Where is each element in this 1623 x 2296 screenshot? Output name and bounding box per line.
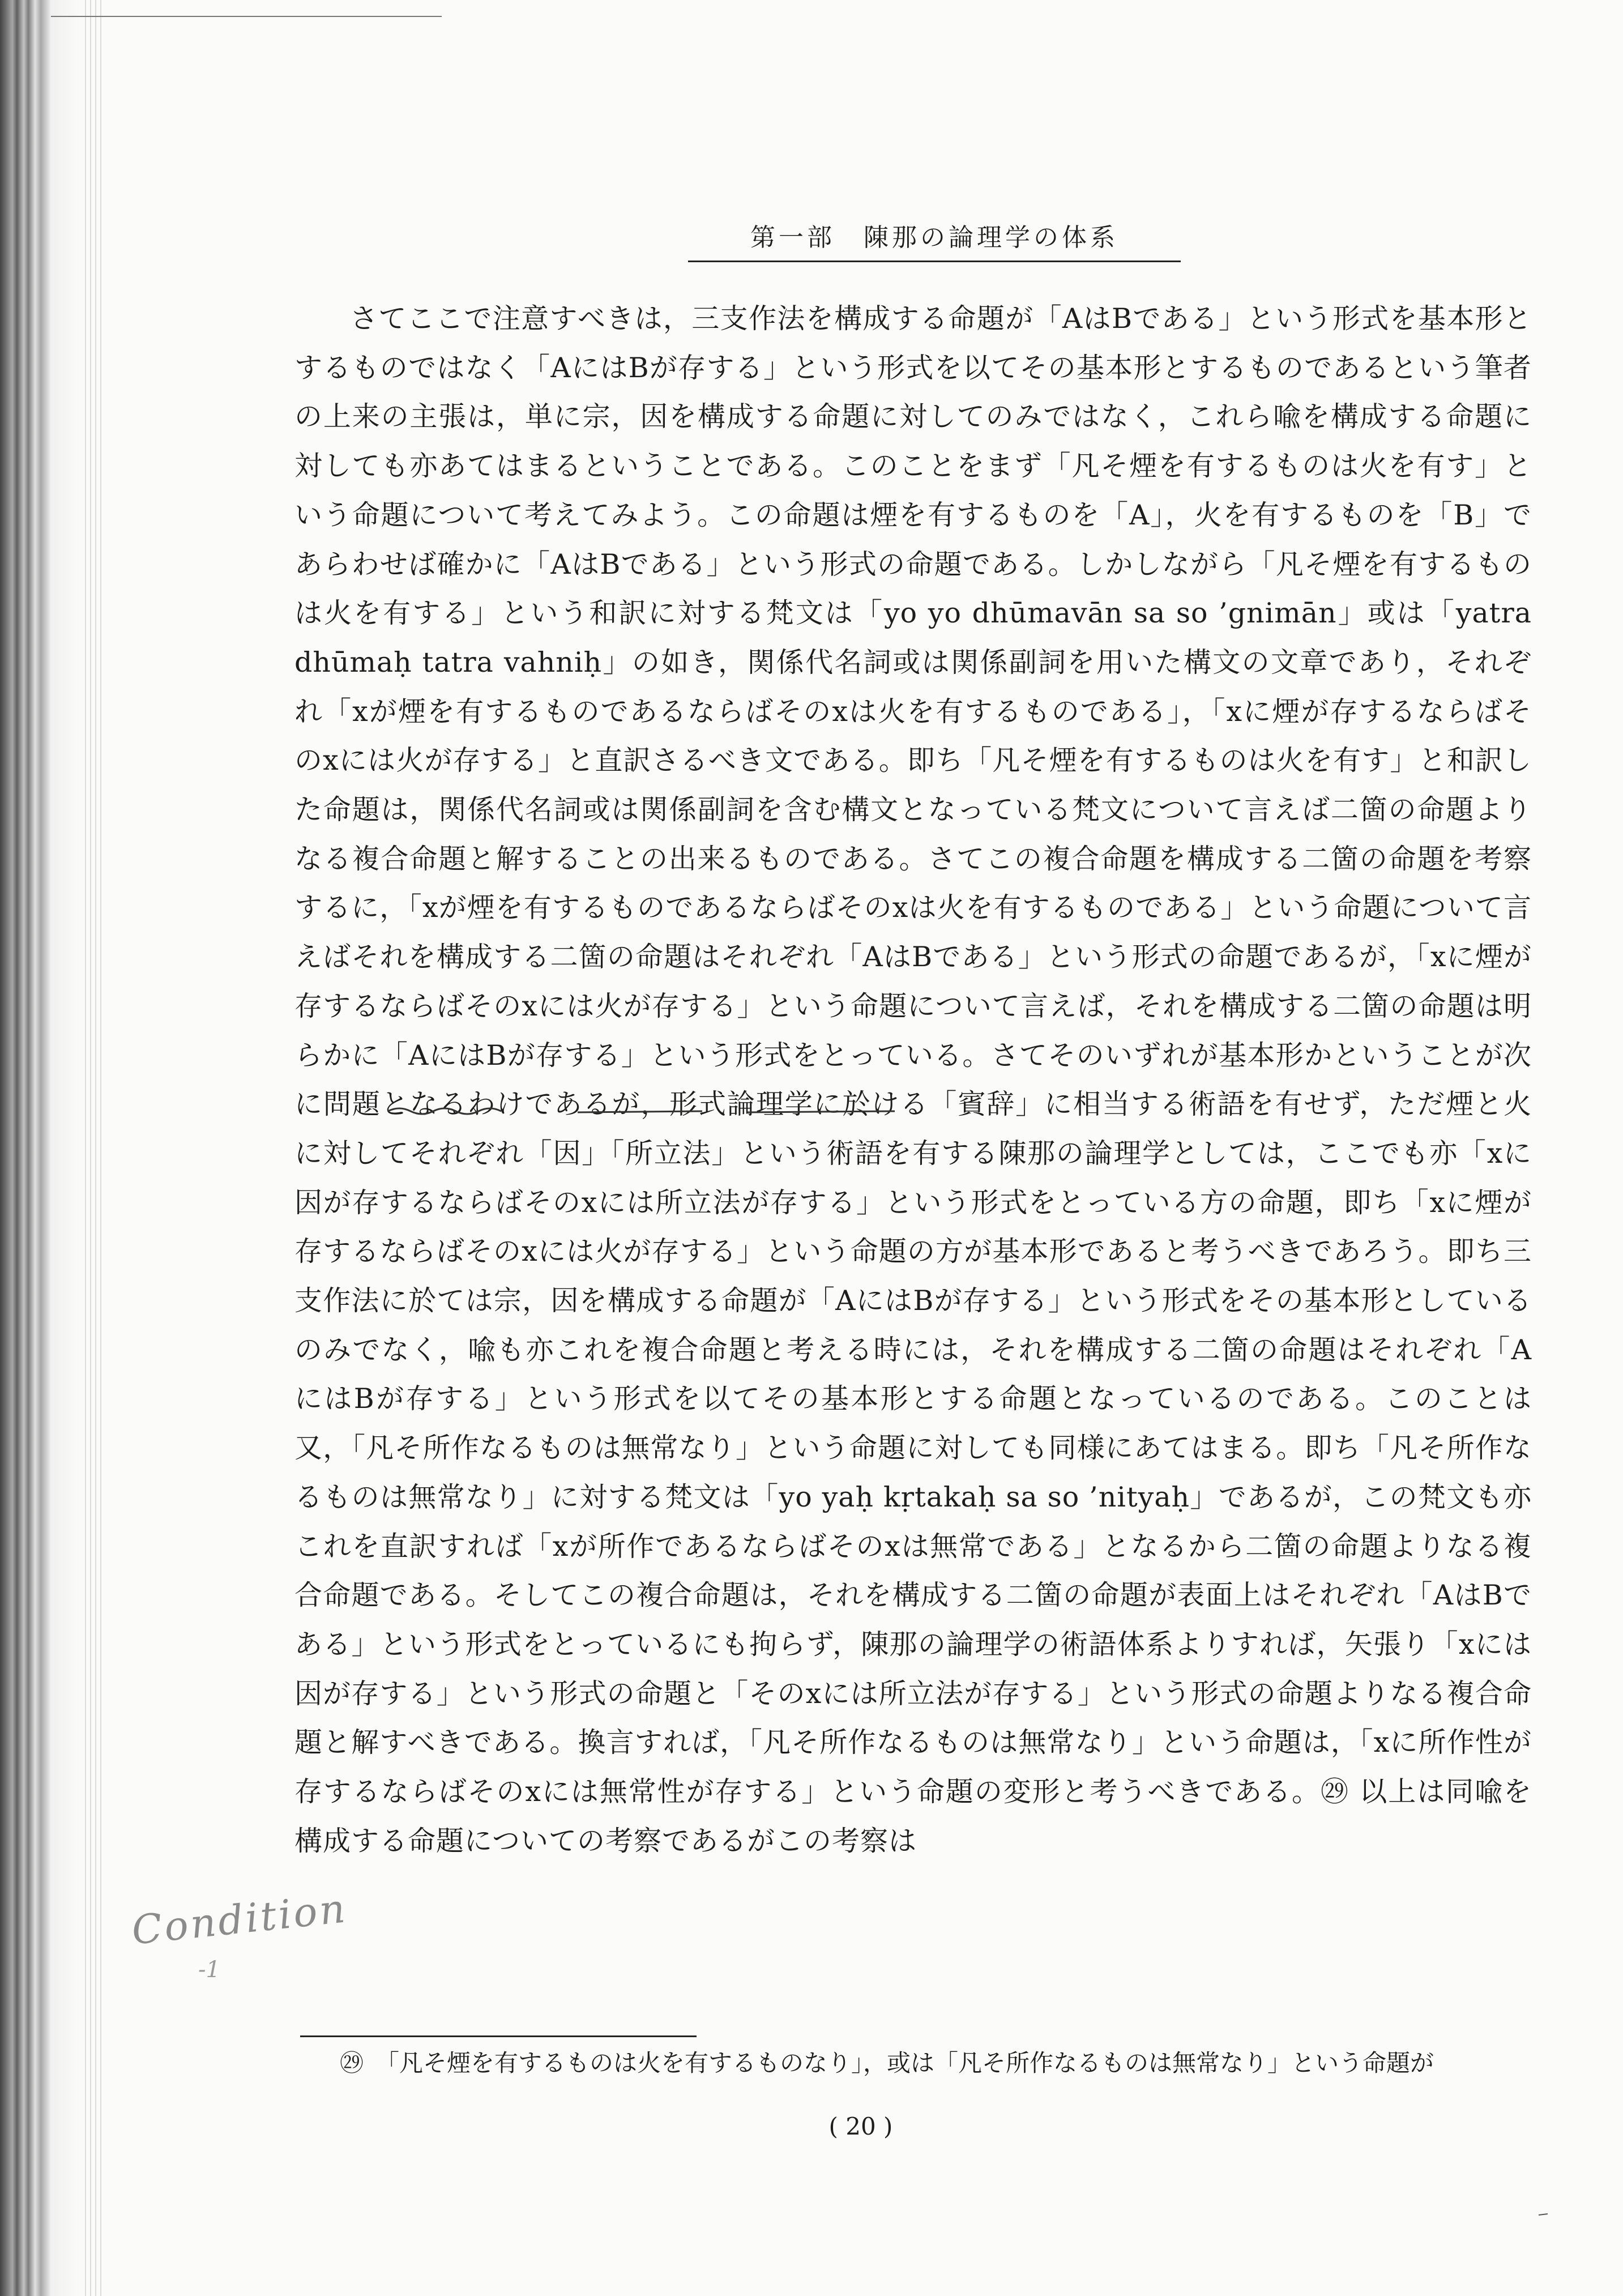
handwritten-underline — [385, 1104, 906, 1118]
scan-speck — [1537, 2212, 1549, 2217]
page-number: ( 20 ) — [828, 2113, 893, 2140]
handwritten-margin-note: Condition — [129, 1885, 349, 1954]
handwritten-margin-mark: -1 — [198, 1957, 220, 1983]
paragraph: さてここで注意すべきは，三支作法を構成する命題が「AはBである」という形式を基本形とするものではなく「AにはBが存する」という形式を以てその基本形とするものであるという筆者の上来の主張は，単に宗，因を構成する命題に対してのみではなく，これら喩を構成する命題に対しても亦あてはまるということである。このことをまず「凡そ煙を有するものは火を有す」という命題について考えてみよう。この命題は煙を有するものを「A」，火を有するものを「B」であらわせば確かに「AはBである」という形式の命題である。しかしながら「凡そ煙を有するものは火を有する」という和訳に対する梵文は「yo yo dhūmavān sa so ’gnimān」或は「yatra dhūmaḥ tatra vahniḥ」の如き，関係代名詞或は関係副詞を用いた構文の文章であり，それぞれ「xが煙を有するものであるならばそのxは火を有するものである」，「xに煙が存するならばそのxには火が存する」と直訳さるべき文である。即ち「凡そ煙を有するものは火を有す」と和訳した命題は，関係代名詞或は関係副詞を含む構文となっている梵文について言えば二箇の命題よりなる複合命題と解することの出来るものである。さてこの複合命題を構成する二箇の命題を考察するに，「xが煙を有するものであるならばそのxは火を有するものである」という命題について言えばそれを構成する二箇の命題はそれぞれ「AはBである」という形式の命題であるが，「xに煙が存するならばそのxには火が存する」という命題について言えば，それを構成する二箇の命題は明らかに「AにはBが存する」という形式をとっている。さてそのいずれが基本形かということが次に問題となるわけであるが，形式論理学に於ける「賓辞」に相当する術語を有せず，ただ煙と火に対してそれぞれ「因」「所立法」という術語を有する陳那の論理学としては，ここでも亦「xに因が存するならばそのxには所立法が存する」という形式をとっている方の命題，即ち「xに煙が存するならばそのxには火が存する」という命題の方が基本形であると考うべきであろう。即ち三支作法に於ては宗，因を構成する命題が「AにはBが存する」という形式をその基本形としているのみでなく，喩も亦これを複合命題と考える時には，それを構成する二箇の命題はそれぞれ「AにはBが存する」という形式を以てその基本形とする命題となっているのである。このことは又，「凡そ所作なるものは無常なり」という命題に対しても同様にあてはまる。即ち「凡そ所作なるものは無常なり」に対する梵文は「yo yaḥ kṛtakaḥ sa so ’nityaḥ」であるが，この梵文も亦これを直訳すれば「xが所作であるならばそのxは無常である」となるから二箇の命題よりなる複合命題である。そしてこの複合命題は，それを構成する二箇の命題が表面上はそれぞれ「AはBである」という形式をとっているにも拘らず，陳那の論理学の術語体系よりすれば，矢張り「xには因が存する」という形式の命題と「そのxには所立法が存する」という形式の命題よりなる複合命題と解すべきである。換言すれば，「凡そ所作なるものは無常なり」という命題は，「xに所作性が存するならばそのxには無常性が存する」という命題の変形と考うべきである。㉙ 以上は同喩を構成する命題についての考察であるがこの考察は — [294, 302, 1532, 1857]
footnote: ㉙ 「凡そ煙を有するものは火を有するものなり」，或は「凡そ所作なるものは無常なり」という命題が — [340, 2049, 1434, 2077]
page-header: 第一部 陳那の論理学の体系 — [688, 221, 1181, 262]
body-text — [294, 295, 1532, 1866]
footnote-rule — [300, 2035, 697, 2037]
scan-edge — [0, 0, 85, 2296]
scan-edge-lines — [85, 0, 102, 2296]
scan-top-line — [51, 16, 442, 17]
